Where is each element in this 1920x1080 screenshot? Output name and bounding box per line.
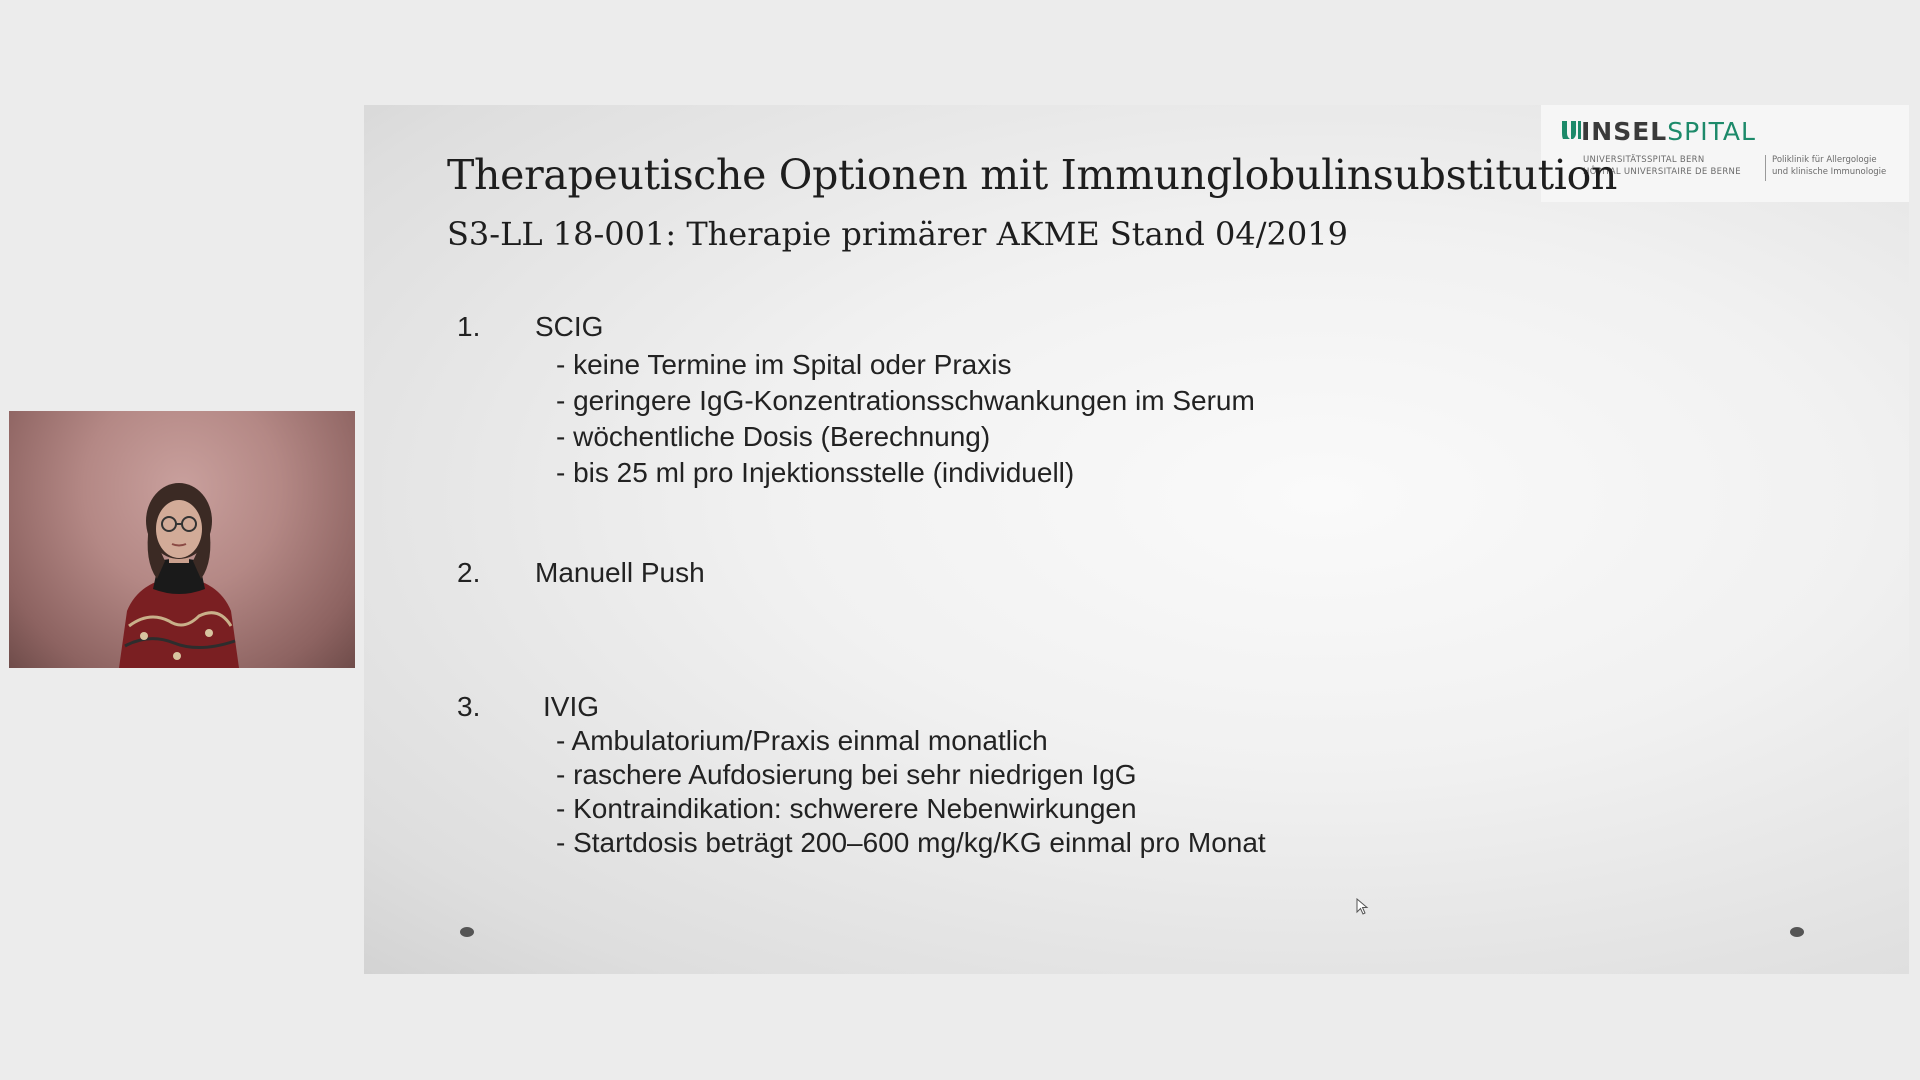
item-bullet-list (556, 724, 1266, 860)
slide-nav-next-dot[interactable] (1790, 927, 1804, 937)
bullet-point: - Kontraindikation: schwerere Nebenwirkungen (556, 793, 1137, 824)
logo-sub-line1: UNIVERSITÄTSSPITAL BERN (1583, 155, 1705, 165)
logo-dept-line2: und klinische Immunologie (1772, 167, 1887, 177)
logo-sub-line2: HÔPITAL UNIVERSITAIRE DE BERNE (1583, 167, 1741, 177)
slide-title: Therapeutische Optionen mit Immunglobulinsubstitution (447, 151, 1618, 199)
bullet-point: - Startdosis beträgt 200–600 mg/kg/KG einmal pro Monat (556, 827, 1266, 858)
slide-subtitle: S3-LL 18-001: Therapie primärer AKME Stand 04/2019 (447, 215, 1348, 253)
bullet-point: - raschere Aufdosierung bei sehr niedrigen IgG (556, 759, 1137, 790)
item-heading: Manuell Push (535, 557, 705, 588)
bullet-point: - wöchentliche Dosis (Berechnung) (556, 421, 991, 452)
webcam-video-tile[interactable] (9, 411, 355, 668)
item-bullet-list (556, 347, 1255, 491)
logo-word-insel: INSEL (1581, 117, 1668, 146)
item-heading: IVIG (543, 691, 600, 722)
item-number: 2. (457, 557, 481, 588)
presenter-video (9, 411, 355, 668)
slide-nav-previous-dot[interactable] (460, 927, 474, 937)
bullet-point: - bis 25 ml pro Injektionsstelle (individuell) (556, 457, 1075, 488)
item-number: 1. (457, 311, 481, 342)
bullet-point: - geringere IgG-Konzentrationsschwankungen im Serum (556, 385, 1255, 416)
logo-department (1772, 154, 1886, 178)
logo-divider (1765, 155, 1766, 181)
logo-wordmark (1581, 119, 1756, 144)
presentation-slide (364, 105, 1909, 974)
bullet-point: - Ambulatorium/Praxis einmal monatlich (556, 725, 1048, 756)
item-heading: SCIG (535, 311, 604, 342)
bullet-point: - keine Termine im Spital oder Praxis (556, 349, 1012, 380)
inselspital-emblem-icon (1561, 119, 1583, 143)
logo-dept-line1: Poliklinik für Allergologie (1772, 155, 1877, 165)
item-number: 3. (457, 691, 481, 722)
mouse-cursor-icon (1356, 898, 1370, 916)
logo-word-spital: SPITAL (1667, 117, 1756, 146)
